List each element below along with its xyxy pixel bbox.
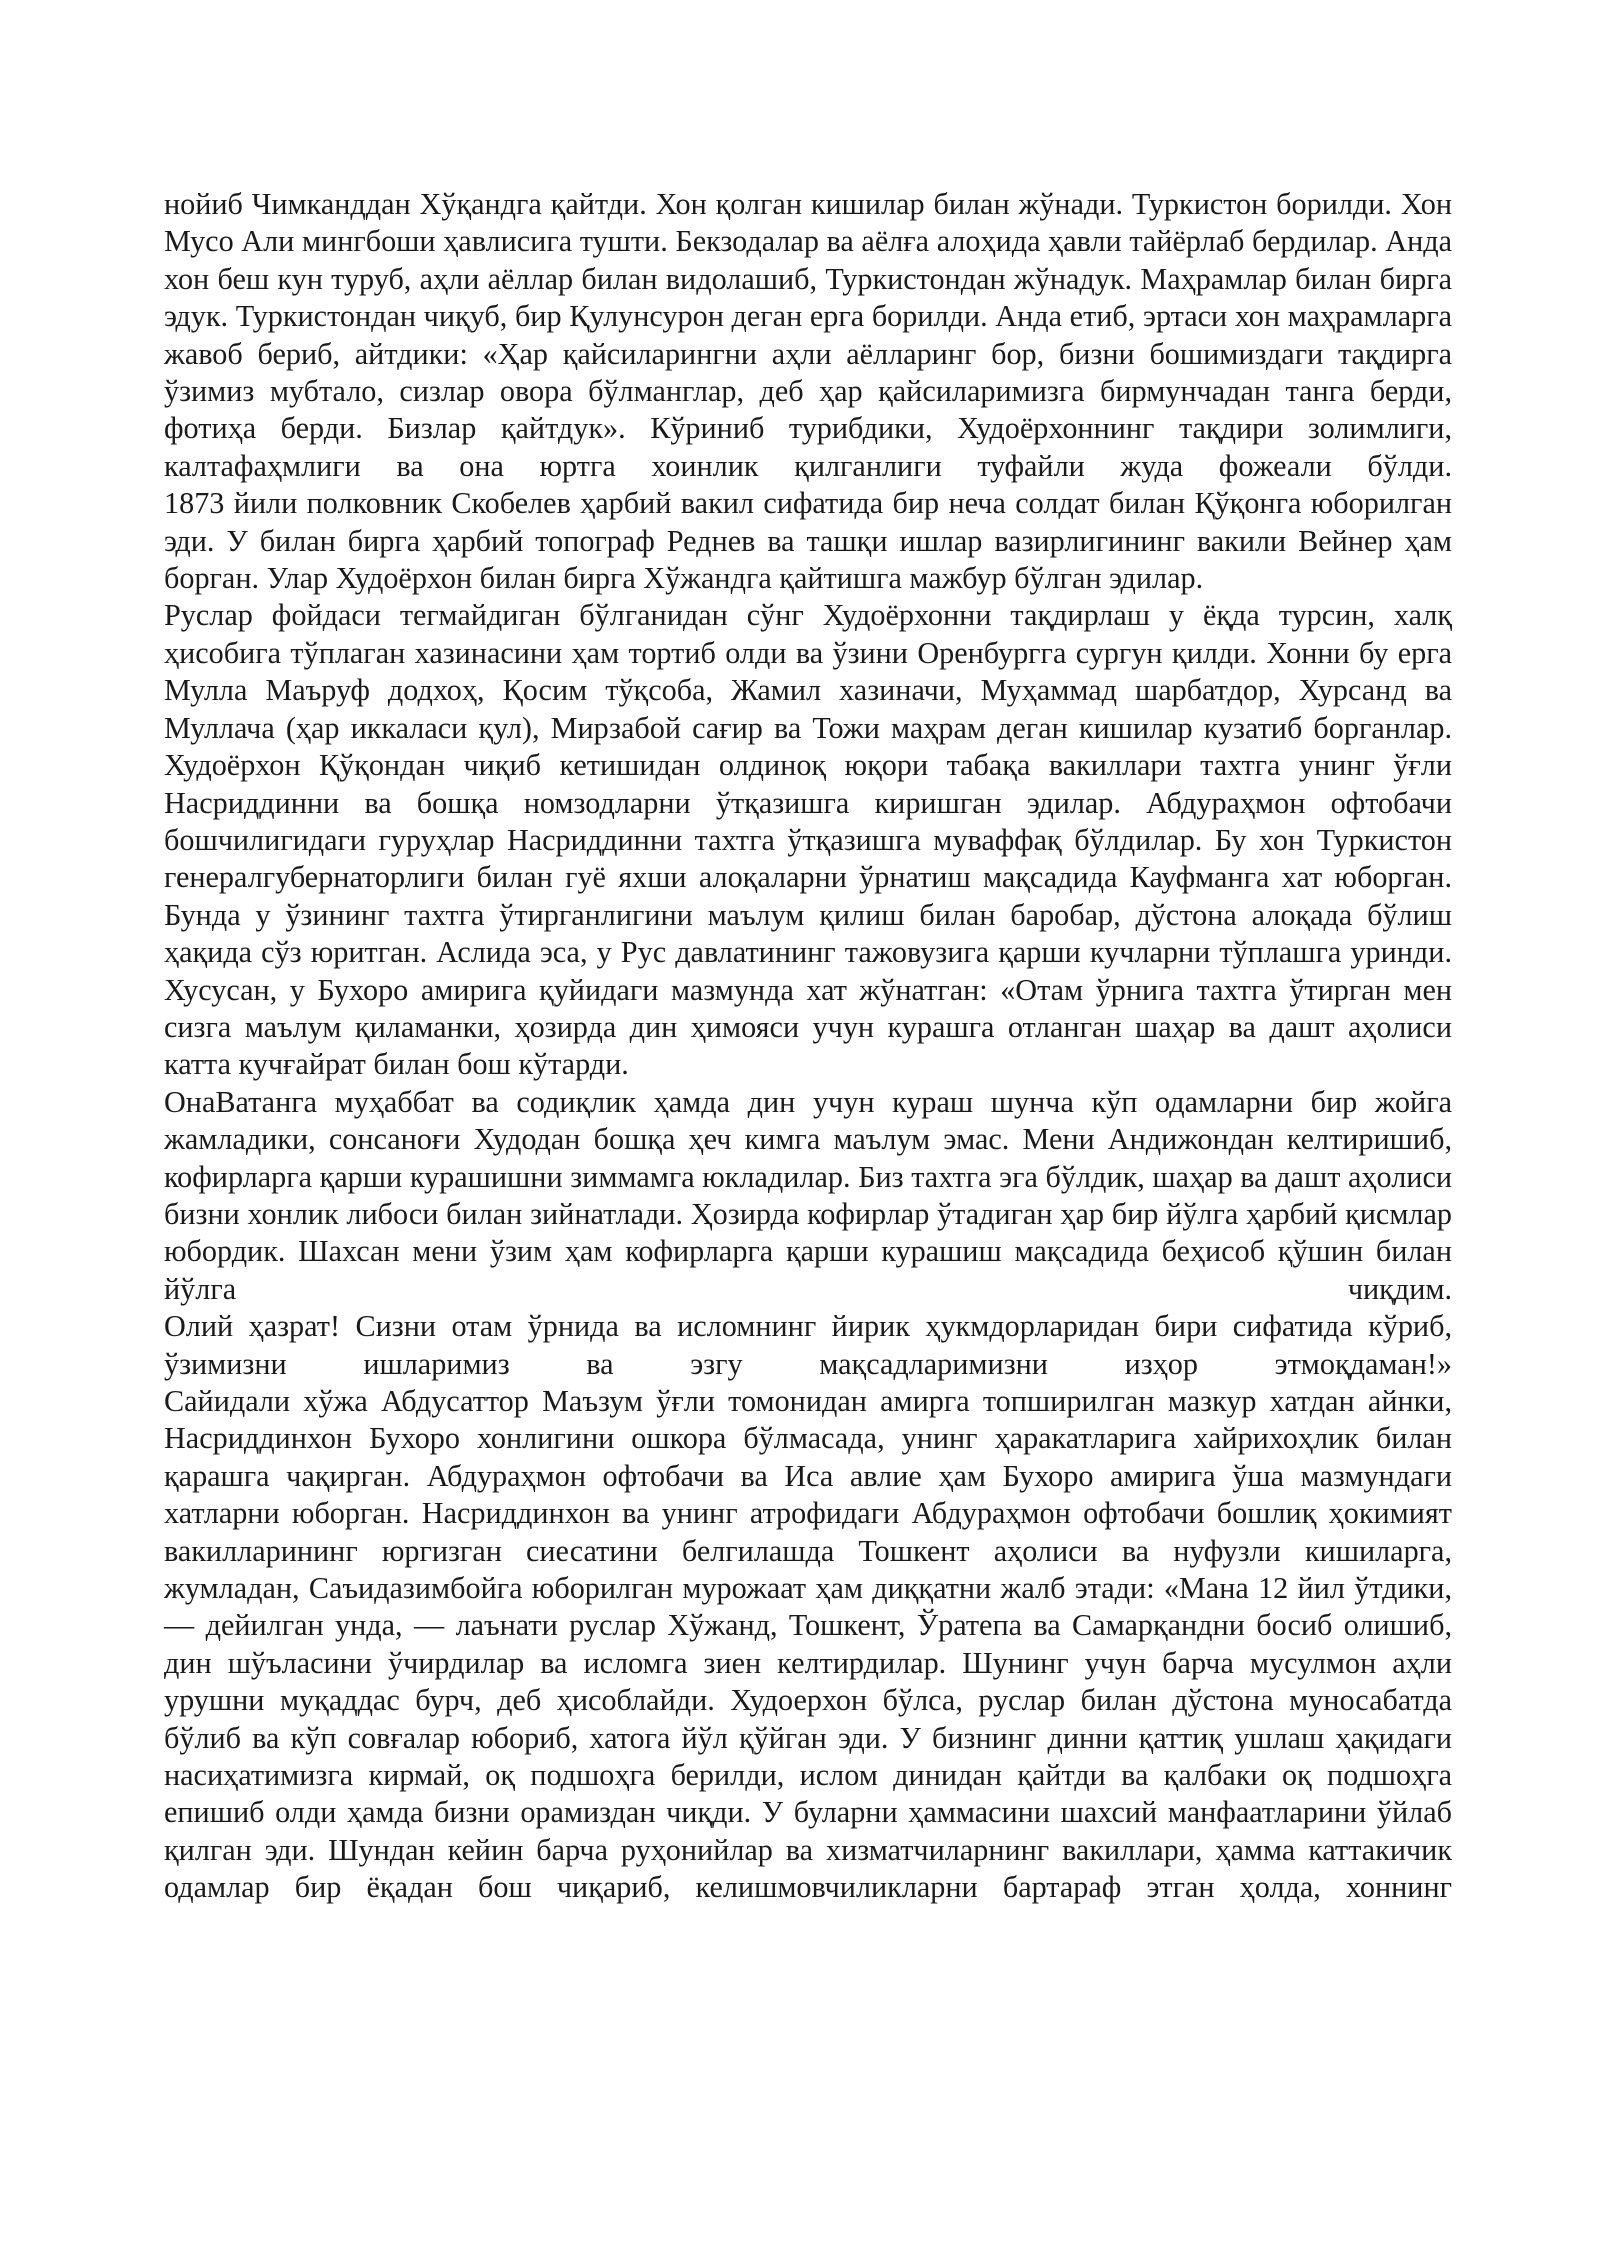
paragraph-nasriddin-throne: Худоёрхон Қўқондан чиқиб кетишидан олдиноқ юқори табақа вакиллари тахтга унинг ўғли Насриддинни ва бошқа номзодларни ўтқазишга киришган эдилар. Абдураҳмон офтобачи бошчилигидаги гуруҳлар Насриддинни тахтга ўтқазишга муваффақ бўлдилар. Бу хон Туркистон генералгубернаторлиги билан гуё яхши алоқаларни ўрнатиш мақсадида Кауфманга хат юборган. Бунда у ўзининг тахтга ўтирганлигини маълум қилиш билан баробар, дўстона алоқада бўлиш ҳақида сўз юритган. Аслида эса, у Рус давлатининг тажовузига қарши кучларни тўплашга уринди. Хусусан, у Бухоро амирига қуйидаги мазмунда хат жўнатган: «Отам ўрнига тахтга ўтирган мен сизга маълум қиламанки, ҳозирда дин ҳимояси учун курашга отланган шаҳар ва дашт аҳолиси катта кучғайрат билан бош кўтарди. [164, 748, 1452, 1082]
paragraph-address-to-emir: Олий ҳазрат! Сизни отам ўрнида ва исломнинг йирик ҳукмдорларидан бири сифатида кўриб, ўзимизни ишларимиз ва эзгу мақсадларимизни изҳор этмоқдаман!» [164, 1309, 1452, 1381]
paragraph-khudoyarkhon-departure: нойиб Чимканддан Хўқандга қайтди. Хон қолган кишилар билан жўнади. Туркистон борилди. Хон Мусо Али мингбоши ҳавлисига тушти. Бекзодалар ва аёлға алоҳида ҳавли тайёрлаб бердилар. Анда хон беш кун туруб, аҳли аёллар билан видолашиб, Туркистондан жўнадук. Маҳрамлар билан бирга эдук. Туркистондан чиқуб, бир Қулунсурон деган ерга борилди. Анда етиб, эртаси хон маҳрамларга жавоб бериб, айтдики: «Ҳар қайсиларингни аҳли аёлларинг бор, бизни бошимиздаги тақдирга ўзимиз мубтало, сизлар овора бўлманглар, деб ҳар қайсиларимизга бирмунчадан танга берди, фотиҳа берди. Бизлар қайтдук». Кўриниб турибдики, Худоёрхоннинг тақдири золимлиги, калтафаҳмлиги ва она юртга хоинлик қилганлиги туфайли жуда фожеали бўлди. [164, 187, 1452, 483]
paragraph-sayidali-letter: Сайидали хўжа Абдусаттор Маъзум ўғли томонидан амирга топширилган мазкур хатдан айнки, Насриддинхон Бухоро хонлигини ошкора бўлмасада, унинг ҳаракатларига хайрихоҳлик билан қарашга чақирган. Абдураҳмон офтобачи ва Иса авлие ҳам Бухоро амирига ўша мазмундаги хатларни юборган. Насриддинхон ва унинг атрофидаги Абдураҳмон офтобачи бошлиқ ҳокимият вакилларининг юргизган сиесатини белгилашда Тошкент аҳолиси ва нуфузли кишиларга, жумладан, Саъидазимбойга юборилган мурожаат ҳам диққатни жалб этади: «Мана 12 йил ўтдики, — дейилган унда, — лаънати руслар Хўжанд, Тошкент, Ўратепа ва Самарқандни босиб олишиб, дин шўъласини ўчирдилар ва исломга зиен келтирдилар. Шунинг учун барча мусулмон аҳли урушни муқаддас бурч, деб ҳисоблайди. Худоерхон бўлса, руслар билан дўстона муносабатда бўлиб ва кўп совғалар юбориб, хатога йўл қўйган эди. У бизнинг динни қаттиқ ушлаш ҳақидаги насиҳатимизга кирмай, оқ подшоҳга берилди, ислом динидан қайтди ва қалбаки оқ подшоҳга епишиб олди ҳамда бизни орамиздан чиқди. У буларни ҳаммасини шахсий манфаатларини ўйлаб қилган эди. Шундан кейин барча руҳонийлар ва хизматчиларнинг вакиллари, ҳамма каттакичик одамлар бир ёқадан бош чиқариб, келишмовчиликларни бартараф этган ҳолда, хоннинг [164, 1384, 1452, 1905]
paragraph-skobelev-1873: 1873 йили полковник Скобелев ҳарбий вакил сифатида бир неча солдат билан Қўқонга юборилган эди. У билан бирга ҳарбий топограф Реднев ва ташқи ишлар вазирлигининг вакили Вейнер ҳам борган. Улар Худоёрхон билан бирга Хўжандга қайтишга мажбур бўлган эдилар. [164, 486, 1452, 596]
document-page [164, 186, 1452, 1907]
paragraph-exile-orenburg: Руслар фойдаси тегмайдиган бўлганидан сўнг Худоёрхонни тақдирлаш у ёқда турсин, халқ ҳисобига тўплаган хазинасини ҳам тортиб олди ва ўзини Оренбургга сургун қилди. Хонни бу ерга Мулла Маъруф додхоҳ, Қосим тўқсоба, Жамил хазиначи, Муҳаммад шарбатдор, Хурсанд ва Муллача (ҳар иккаласи қул), Мирзабой сағир ва Тожи маҳрам деган кишилар кузатиб борганлар. [164, 598, 1452, 745]
paragraph-homeland-struggle: ОнаВатанга муҳаббат ва содиқлик ҳамда дин учун кураш шунча кўп одамларни бир жойга жамладики, сонсаноғи Худодан бошқа ҳеч кимга маълум эмас. Мени Андижондан келтиришиб, кофирларга қарши курашишни зиммамга юкладилар. Биз тахтга эга бўлдик, шаҳар ва дашт аҳолиси бизни хонлик либоси билан зийнатлади. Ҳозирда кофирлар ўтадиган ҳар бир йўлга ҳарбий қисмлар юбордик. Шахсан мени ўзим ҳам кофирларга қарши курашиш мақсадида беҳисоб қўшин билан йўлга чиқдим. [164, 1084, 1452, 1306]
